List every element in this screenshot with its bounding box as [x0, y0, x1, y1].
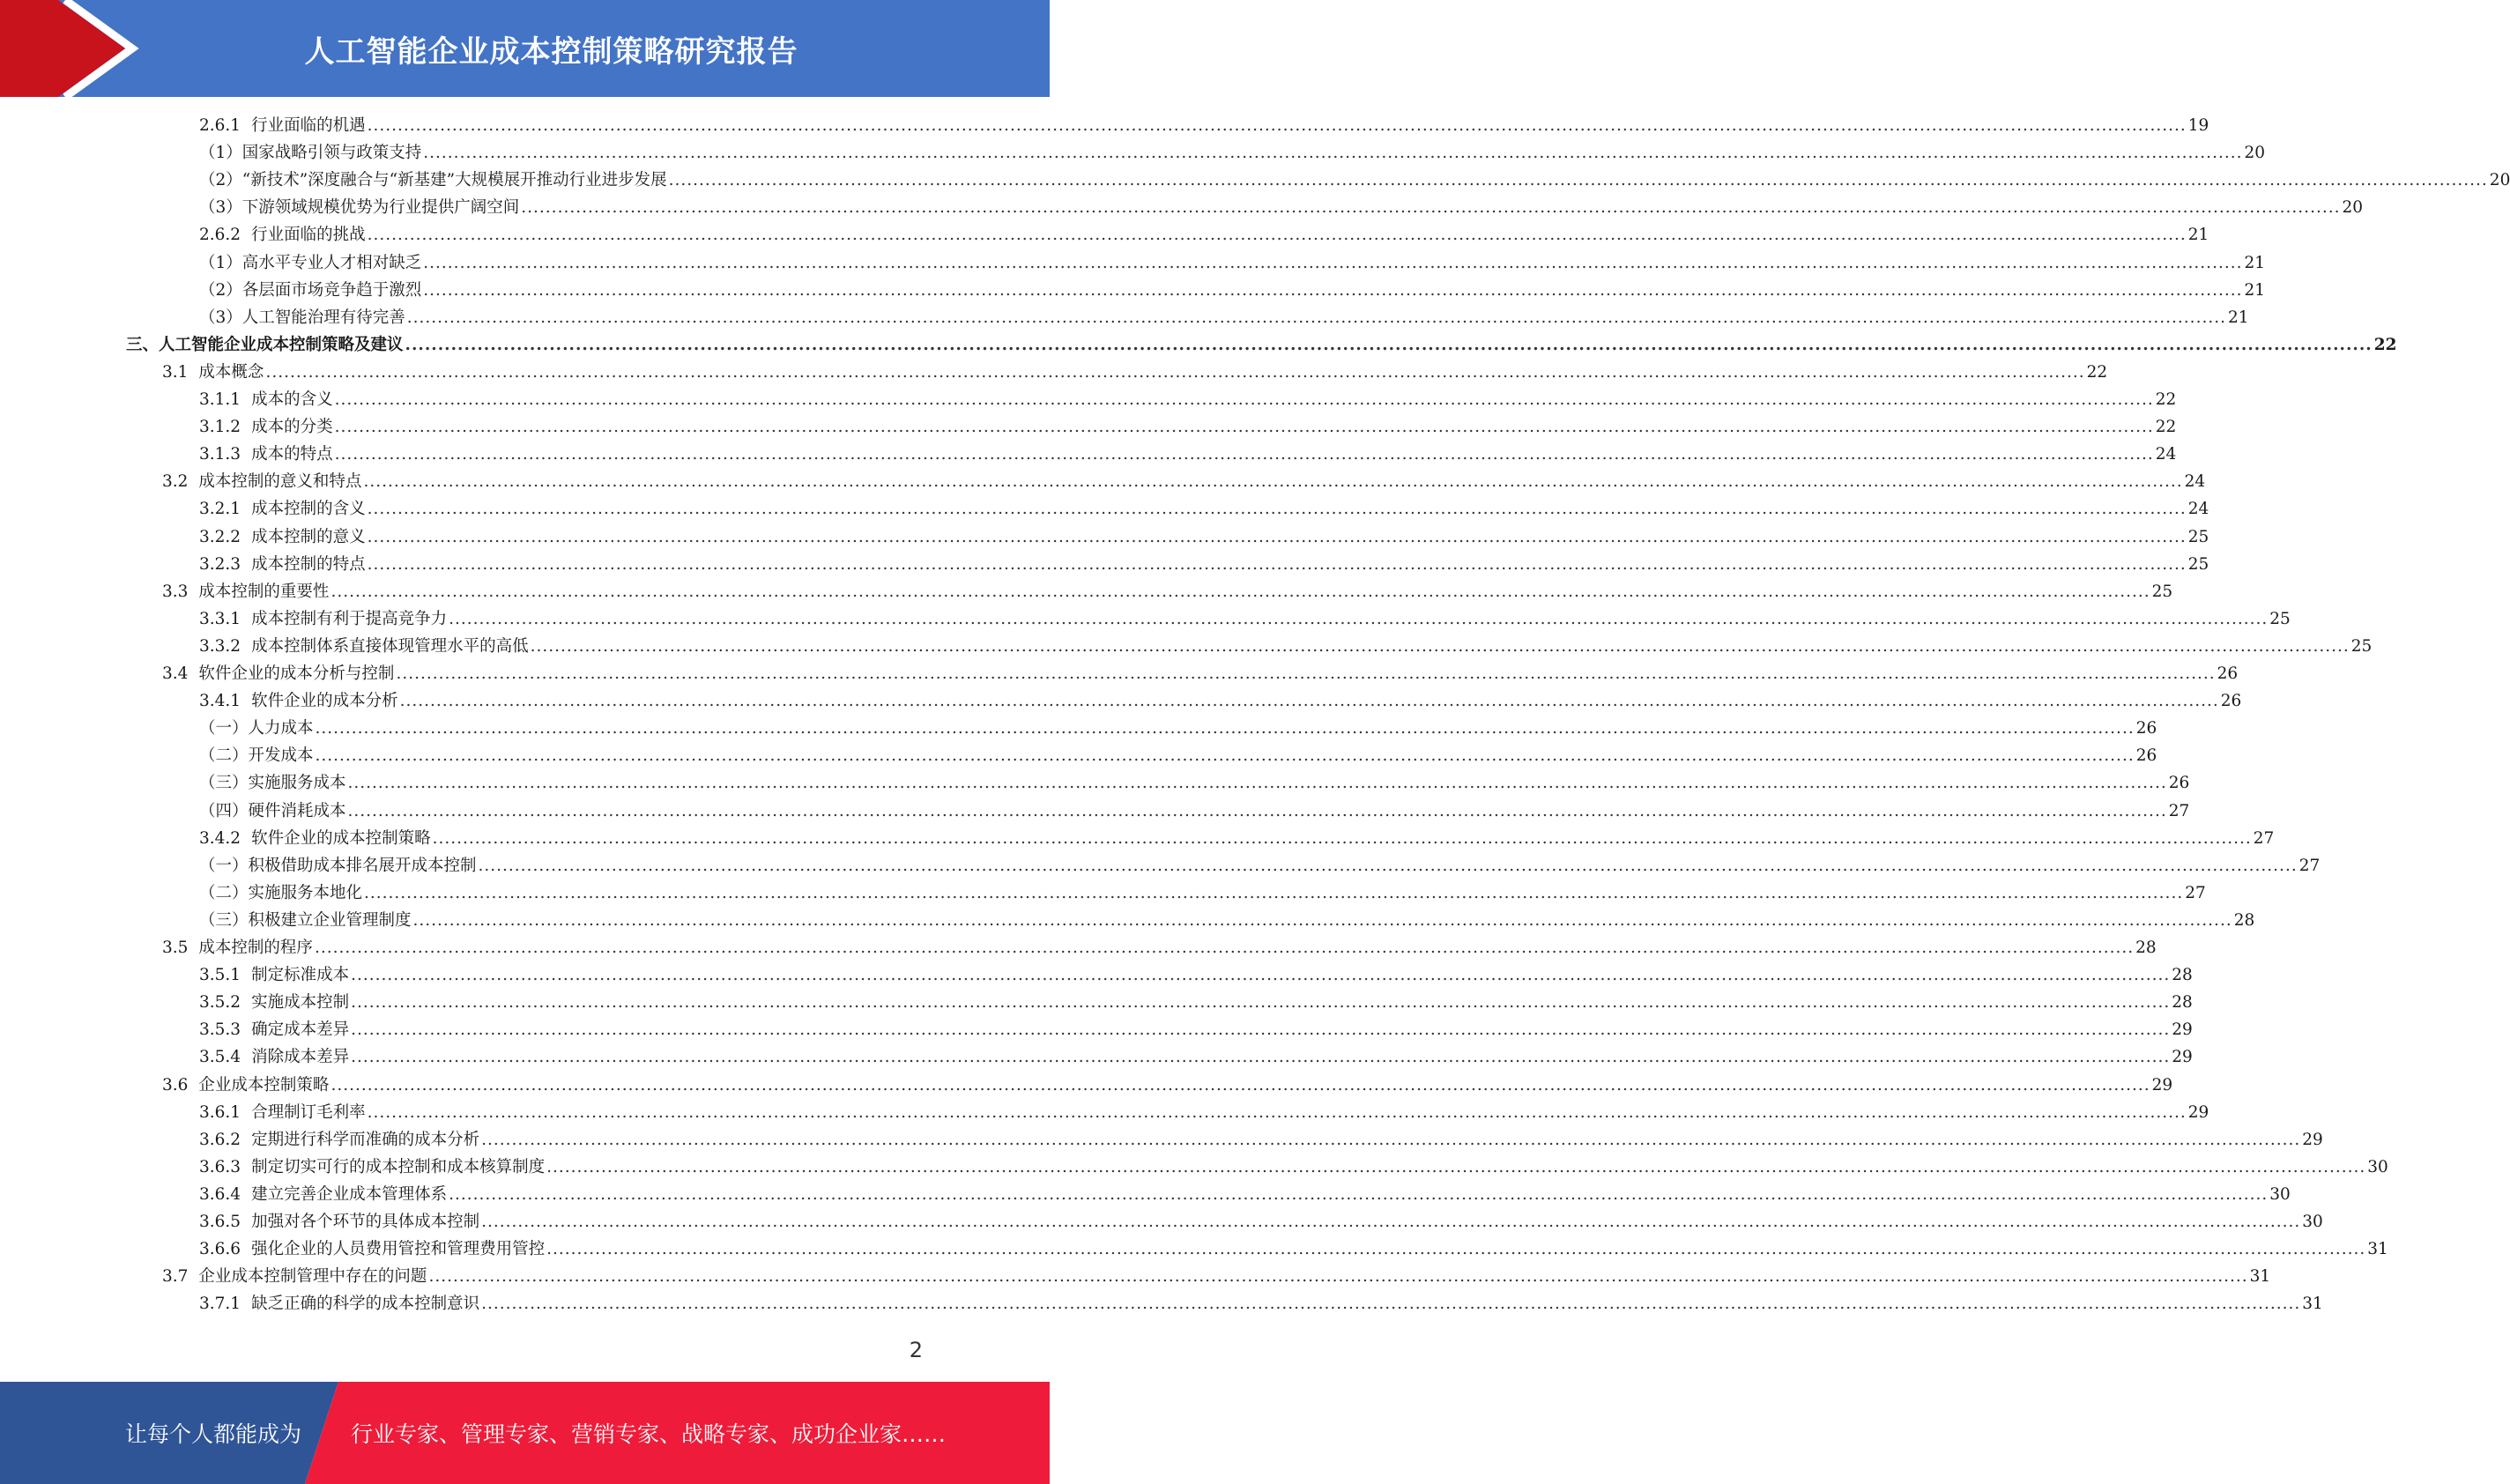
toc-entry-title: 成本控制的程序 [198, 939, 313, 957]
toc-entry-number: 3.5 [162, 939, 189, 957]
toc-entry-page: 26 [2217, 664, 2239, 683]
toc-entry-page: 29 [2151, 1076, 2173, 1094]
toc-entry-title: 成本控制体系直接体现管理水平的高低 [251, 637, 529, 656]
toc-entry-page: 21 [2187, 226, 2209, 244]
toc-entry-page: 24 [2187, 500, 2209, 518]
toc-entry-title: 行业面临的挑战 [251, 226, 366, 244]
toc-dot-leader: ............................................................................................................................................................................................................................................................................................................ [668, 171, 2488, 189]
toc-entry[interactable] [199, 961, 2193, 989]
toc-entry-page: 29 [2172, 1048, 2193, 1066]
toc-entry[interactable] [199, 277, 2266, 304]
toc-entry-number: 3.4.2 [199, 829, 241, 848]
toc-entry[interactable] [199, 194, 2364, 221]
footer-roles: 行业专家、管理专家、营销专家、战略专家、成功企业家…… [351, 1421, 947, 1447]
toc-entry-number: 3.1.1 [199, 390, 241, 409]
toc-dot-leader: ............................................................................................................................................................................................................................................................................................................ [449, 610, 2269, 628]
toc-entry[interactable] [199, 495, 2209, 523]
toc-entry[interactable] [199, 687, 2242, 715]
toc-entry[interactable] [162, 578, 2173, 605]
toc-entry[interactable] [199, 304, 2249, 331]
toc-entry[interactable] [199, 633, 2373, 660]
page-header [0, 0, 1050, 97]
toc-dot-leader: ............................................................................................................................................................................................................................................................................................................ [481, 1131, 2301, 1149]
toc-entry-page: 27 [2298, 857, 2321, 875]
toc-entry-title: （2）“新技术”深度融合与“新基建”大规模展开推动行业进步发展 [199, 171, 667, 189]
toc-entry-title: 成本控制的重要性 [198, 582, 330, 601]
toc-dot-leader: ............................................................................................................................................................................................................................................................................................................ [330, 582, 2150, 601]
toc-entry-page: 31 [2302, 1295, 2323, 1313]
toc-entry-number: 2.6.1 [199, 116, 241, 135]
toc-entry[interactable] [199, 1043, 2193, 1071]
toc-entry-title: 制定标准成本 [251, 966, 350, 984]
toc-entry-title: 强化企业的人员费用管控和管理费用管控 [251, 1240, 546, 1258]
toc-entry-title: 成本控制的意义和特点 [198, 472, 362, 491]
toc-entry-title: 成本的特点 [251, 445, 333, 464]
toc-dot-leader: ............................................................................................................................................................................................................................................................................................................ [315, 746, 2135, 765]
toc-dot-leader: ............................................................................................................................................................................................................................................................................................................ [406, 308, 2226, 327]
toc-dot-leader: ............................................................................................................................................................................................................................................................................................................ [351, 966, 2171, 984]
toc-entry-title: 软件企业的成本分析 [251, 692, 398, 710]
toc-entry-number: 2.6.2 [199, 226, 241, 244]
toc-entry[interactable] [199, 1126, 2323, 1154]
toc-entry-page: 28 [2172, 966, 2193, 984]
toc-entry-title: （3）下游领域规模优势为行业提供广阔空间 [199, 198, 520, 217]
toc-entry[interactable] [199, 742, 2157, 769]
toc-entry-number: 3.5.3 [199, 1020, 241, 1039]
footer-slogan: 让每个人都能成为 [125, 1421, 302, 1447]
toc-entry-number: 3.1 [162, 363, 189, 382]
toc-entry-number: 3.3 [162, 582, 189, 601]
toc-entry[interactable] [199, 989, 2193, 1016]
toc-entry-page: 21 [2227, 308, 2249, 327]
toc-entry-number: 3.6.1 [199, 1103, 241, 1122]
toc-dot-leader: ............................................................................................................................................................................................................................................................................................................ [367, 528, 2187, 546]
toc-entry-page: 31 [2367, 1240, 2388, 1258]
toc-dot-leader: ............................................................................................................................................................................................................................................................................................................ [396, 664, 2216, 683]
toc-entry-title: 合理制订毛利率 [251, 1103, 366, 1122]
toc-entry-title: 实施成本控制 [251, 993, 350, 1012]
toc-dot-leader: ............................................................................................................................................................................................................................................................................................................ [351, 1020, 2171, 1039]
toc-dot-leader: ............................................................................................................................................................................................................................................................................................................ [334, 445, 2154, 464]
toc-dot-leader: ............................................................................................................................................................................................................................................................................................................ [412, 911, 2232, 930]
toc-entry[interactable] [199, 879, 2206, 907]
toc-dot-leader: ............................................................................................................................................................................................................................................................................................................ [347, 802, 2167, 820]
toc-entry[interactable] [199, 1181, 2291, 1208]
toc-entry-number: 3.2.2 [199, 528, 241, 546]
page-footer [0, 1382, 1050, 1484]
toc-dot-leader: ............................................................................................................................................................................................................................................................................................................ [546, 1240, 2366, 1258]
toc-entry-title: 行业面临的机遇 [251, 116, 366, 135]
toc-entry-number: 3.2.1 [199, 500, 241, 518]
toc-entry-number: 3.5.2 [199, 993, 241, 1012]
toc-entry-page: 31 [2249, 1267, 2271, 1286]
toc-dot-leader: ............................................................................................................................................................................................................................................................................................................ [481, 1295, 2301, 1313]
toc-dot-leader: ............................................................................................................................................................................................................................................................................................................ [432, 829, 2252, 848]
toc-entry-title: 确定成本差异 [251, 1020, 350, 1039]
toc-dot-leader: ............................................................................................................................................................................................................................................................................................................ [334, 390, 2154, 409]
toc-entry-number: 3.6 [162, 1076, 189, 1094]
toc-entry-title: 成本控制有利于提高竞争力 [251, 610, 448, 628]
toc-entry-title: 企业成本控制策略 [198, 1076, 330, 1094]
toc-entry-number: 3.4 [162, 664, 189, 683]
toc-entry-number: 3.4.1 [199, 692, 241, 710]
toc-entry-title: （1）高水平专业人才相对缺乏 [199, 254, 422, 272]
toc-entry-number: 3.6.6 [199, 1240, 241, 1258]
toc-entry-title: （二）开发成本 [199, 746, 314, 765]
toc-entry-page: 21 [2244, 281, 2266, 300]
toc-entry-page: 24 [2184, 472, 2206, 491]
toc-entry-number: 3.6.5 [199, 1213, 241, 1231]
toc-entry[interactable] [199, 551, 2209, 578]
toc-entry[interactable] [162, 660, 2239, 687]
toc-entry[interactable] [162, 1263, 2271, 1290]
toc-entry-page: 25 [2187, 555, 2209, 574]
toc-entry-title: 成本控制的含义 [251, 500, 366, 518]
toc-entry-page: 22 [2155, 418, 2177, 436]
toc-entry-title: 成本的含义 [251, 390, 333, 409]
toc-entry-title: （3）人工智能治理有待完善 [199, 308, 405, 327]
toc-dot-leader: ............................................................................................................................................................................................................................................................................................................ [478, 857, 2298, 875]
toc-entry[interactable] [199, 605, 2291, 633]
toc-entry-title: 缺乏正确的科学的成本控制意识 [251, 1295, 480, 1313]
toc-entry[interactable] [199, 112, 2209, 139]
toc-entry-page: 25 [2269, 610, 2291, 628]
toc-entry-title: 加强对各个环节的具体成本控制 [251, 1213, 480, 1231]
toc-entry-page: 26 [2135, 719, 2157, 738]
toc-entry-number: 3.7.1 [199, 1295, 241, 1313]
toc-entry[interactable] [199, 852, 2321, 879]
toc-entry[interactable] [199, 413, 2177, 441]
toc-dot-leader: ............................................................................................................................................................................................................................................................................................................ [423, 144, 2243, 162]
toc-dot-leader: ............................................................................................................................................................................................................................................................................................................ [530, 637, 2350, 656]
toc-entry-page: 30 [2367, 1158, 2388, 1176]
toc-dot-leader: ............................................................................................................................................................................................................................................................................................................ [351, 993, 2171, 1012]
toc-entry-title: （一）人力成本 [199, 719, 314, 738]
toc-entry-title: 成本控制的意义 [251, 528, 366, 546]
toc-entry[interactable] [199, 715, 2157, 742]
toc-entry-title: （三）实施服务成本 [199, 774, 346, 792]
toc-entry[interactable] [199, 1208, 2323, 1235]
toc-entry[interactable] [199, 249, 2266, 277]
toc-entry-page: 22 [2155, 390, 2177, 409]
toc-entry-page: 27 [2185, 884, 2206, 902]
toc-entry[interactable] [199, 798, 2190, 825]
toc-entry-page: 19 [2187, 116, 2209, 135]
toc-entry-number: 3.5.1 [199, 966, 241, 984]
toc-dot-leader: ............................................................................................................................................................................................................................................................................................................ [521, 198, 2341, 217]
toc-entry-number: 3.3.1 [199, 610, 241, 628]
toc-entry-title: 三、人工智能企业成本控制策略及建议 [126, 336, 404, 354]
toc-entry-number: 3.2 [162, 472, 189, 491]
toc-entry-number: 3.1.2 [199, 418, 241, 436]
toc-dot-leader: ............................................................................................................................................................................................................................................................................................................ [423, 281, 2243, 300]
toc-entry-page: 27 [2168, 802, 2190, 820]
toc-dot-leader: ............................................................................................................................................................................................................................................................................................................ [399, 692, 2219, 710]
toc-entry[interactable] [199, 1016, 2193, 1043]
toc-entry[interactable] [162, 468, 2206, 495]
toc-entry-title: 软件企业的成本控制策略 [251, 829, 431, 848]
toc-entry-page: 25 [2187, 528, 2209, 546]
toc-entry-page: 29 [2187, 1103, 2209, 1122]
toc-entry-title: （四）硬件消耗成本 [199, 802, 346, 820]
toc-entry-page: 29 [2302, 1131, 2323, 1149]
toc-entry-page: 25 [2151, 582, 2173, 601]
toc-entry-page: 26 [2168, 774, 2190, 792]
toc-entry-number: 3.6.3 [199, 1158, 241, 1176]
toc-dot-leader: ............................................................................................................................................................................................................................................................................................................ [423, 254, 2243, 272]
toc-dot-leader: ............................................................................................................................................................................................................................................................................................................ [330, 1076, 2150, 1094]
toc-entry-page: 20 [2244, 144, 2266, 162]
toc-entry-page: 27 [2253, 829, 2275, 848]
toc-dot-leader: ............................................................................................................................................................................................................................................................................................................ [314, 939, 2135, 957]
toc-entry-title: 成本概念 [198, 363, 264, 382]
toc-dot-leader: ............................................................................................................................................................................................................................................................................................................ [367, 226, 2187, 244]
toc-entry-number: 3.5.4 [199, 1048, 241, 1066]
toc-entry-title: 消除成本差异 [251, 1048, 350, 1066]
toc-entry-title: 软件企业的成本分析与控制 [198, 664, 395, 683]
toc-entry[interactable] [126, 331, 2397, 359]
toc-entry-page: 21 [2244, 254, 2266, 272]
toc-dot-leader: ............................................................................................................................................................................................................................................................................................................ [546, 1158, 2366, 1176]
toc-entry-number: 3.6.4 [199, 1185, 241, 1204]
toc-dot-leader: ............................................................................................................................................................................................................................................................................................................ [351, 1048, 2171, 1066]
toc-entry-page: 24 [2155, 445, 2177, 464]
toc-entry-title: （一）积极借助成本排名展开成本控制 [199, 857, 477, 875]
toc-entry[interactable] [199, 1235, 2388, 1263]
toc-entry-page: 29 [2172, 1020, 2193, 1039]
toc-entry-title: 建立完善企业成本管理体系 [251, 1185, 448, 1204]
toc-dot-leader: ............................................................................................................................................................................................................................................................................................................ [315, 719, 2135, 738]
toc-entry-page: 28 [2172, 993, 2193, 1012]
page-number: 2 [909, 1338, 923, 1362]
toc-entry[interactable] [199, 523, 2209, 551]
toc-entry-title: 制定切实可行的成本控制和成本核算制度 [251, 1158, 546, 1176]
toc-dot-leader: ............................................................................................................................................................................................................................................................................................................ [367, 1103, 2187, 1122]
toc-entry-title: 成本的分类 [251, 418, 333, 436]
toc-entry-page: 26 [2220, 692, 2242, 710]
toc-entry-number: 3.3.2 [199, 637, 241, 656]
toc-entry-number: 3.7 [162, 1267, 189, 1286]
toc-entry-page: 28 [2233, 911, 2255, 930]
toc-entry-number: 3.2.3 [199, 555, 241, 574]
toc-entry-title: （1）国家战略引领与政策支持 [199, 144, 422, 162]
toc-dot-leader: ............................................................................................................................................................................................................................................................................................................ [428, 1267, 2248, 1286]
toc-dot-leader: ............................................................................................................................................................................................................................................................................................................ [367, 555, 2187, 574]
toc-entry-page: 28 [2135, 939, 2157, 957]
report-title: 人工智能企业成本控制策略研究报告 [304, 33, 798, 70]
toc-entry-title: 定期进行科学而准确的成本分析 [251, 1131, 480, 1149]
toc-entry[interactable] [199, 167, 2510, 194]
toc-entry-page: 22 [2086, 363, 2108, 382]
toc-entry[interactable] [199, 386, 2177, 413]
toc-entry[interactable] [199, 139, 2266, 167]
toc-entry[interactable] [199, 825, 2275, 852]
toc-entry[interactable] [199, 907, 2255, 934]
toc-entry-title: （二）实施服务本地化 [199, 884, 363, 902]
toc-entry[interactable] [199, 441, 2177, 468]
toc-entry[interactable] [199, 1099, 2209, 1126]
toc-entry[interactable] [199, 1290, 2323, 1317]
toc-dot-leader: ............................................................................................................................................................................................................................................................................................................ [265, 363, 2085, 382]
toc-dot-leader: ............................................................................................................................................................................................................................................................................................................ [367, 116, 2187, 135]
toc-entry-title: 成本控制的特点 [251, 555, 366, 574]
toc-dot-leader: ............................................................................................................................................................................................................................................................................................................ [334, 418, 2154, 436]
toc-dot-leader: ............................................................................................................................................................................................................................................................................................................ [449, 1185, 2269, 1204]
toc-entry-page: 22 [2373, 336, 2397, 354]
toc-dot-leader: ............................................................................................................................................................................................................................................................................................................ [347, 774, 2167, 792]
toc-entry[interactable] [199, 769, 2190, 797]
toc-entry[interactable] [162, 359, 2108, 386]
toc-dot-leader: ............................................................................................................................................................................................................................................................................................................ [481, 1213, 2301, 1231]
toc-entry-page: 25 [2350, 637, 2373, 656]
toc-entry-title: 企业成本控制管理中存在的问题 [198, 1267, 427, 1286]
toc-entry-title: （三）积极建立企业管理制度 [199, 911, 412, 930]
toc-entry-number: 3.6.2 [199, 1131, 241, 1149]
toc-entry-title: （2）各层面市场竞争趋于激烈 [199, 281, 422, 300]
toc-entry-page: 20 [2342, 198, 2364, 217]
toc-entry-page: 20 [2489, 171, 2510, 189]
toc-dot-leader: ............................................................................................................................................................................................................................................................................................................ [405, 336, 2373, 354]
toc-dot-leader: ............................................................................................................................................................................................................................................................................................................ [363, 472, 2183, 491]
toc-dot-leader: ............................................................................................................................................................................................................................................................................................................ [364, 884, 2184, 902]
toc-entry-page: 30 [2302, 1213, 2323, 1231]
toc-entry-number: 3.1.3 [199, 445, 241, 464]
toc-entry[interactable] [199, 221, 2209, 249]
toc-entry[interactable] [162, 934, 2157, 961]
toc-dot-leader: ............................................................................................................................................................................................................................................................................................................ [367, 500, 2187, 518]
toc-entry[interactable] [162, 1072, 2173, 1099]
toc-entry-page: 30 [2269, 1185, 2291, 1204]
toc-entry[interactable] [199, 1154, 2388, 1181]
toc-entry-page: 26 [2135, 746, 2157, 765]
